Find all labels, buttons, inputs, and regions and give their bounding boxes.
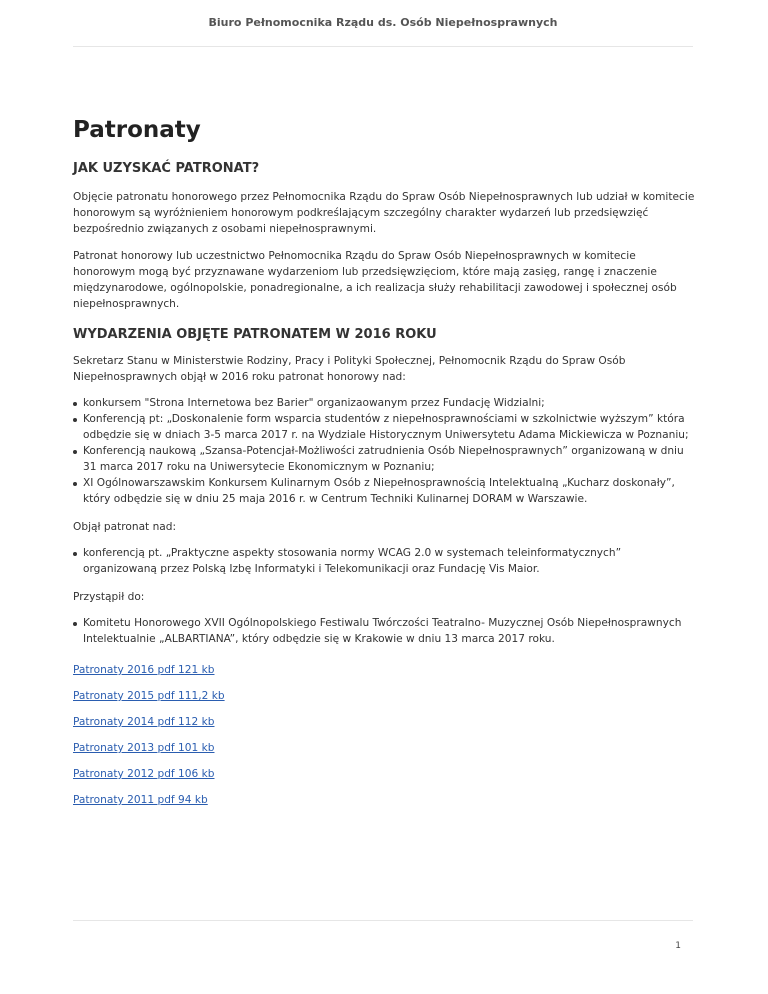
paragraph-patronage-over: Objął patronat nad: bbox=[73, 521, 177, 533]
pdf-links bbox=[73, 658, 698, 814]
patronage-list bbox=[73, 545, 698, 577]
page-number: 1 bbox=[675, 941, 681, 951]
list-item: Komitetu Honorowego XVII Ogólnopolskiego Festiwalu Twórczości Teatralno- Muzycznej Osób Niepełnosprawnych Intelektualnie „ALBARTIANA”, który odbędzie się w Krakowie w dniu 13 marca 2017 roku. bbox=[73, 615, 698, 647]
list-item: Konferencją pt: „Doskonalenie form wsparcia studentów z niepełnosprawnościami w szkolnictwie wyższym” która odbędzie się w dniach 3-5 marca 2017 r. na Wydziale Historycznym Uniwersytetu Adama Mickiewicza w Poznaniu; bbox=[73, 411, 698, 443]
list-item: konferencją pt. „Praktyczne aspekty stosowania normy WCAG 2.0 w systemach teleinformatycznych” organizowaną przez Polską Izbę Informatyki i Telekomunikacji oraz Fundację Vis Maior. bbox=[73, 545, 698, 577]
main-content bbox=[73, 116, 698, 814]
committee-list bbox=[73, 615, 698, 647]
section-heading-events-2016: WYDARZENIA OBJĘTE PATRONATEM W 2016 ROKU bbox=[73, 327, 437, 342]
link-patronaty-2015[interactable]: Patronaty 2015 pdf 111,2 kb bbox=[73, 690, 225, 702]
link-patronaty-2016[interactable]: Patronaty 2016 pdf 121 kb bbox=[73, 664, 215, 676]
paragraph-events-intro: Sekretarz Stanu w Ministerstwie Rodziny, Pracy i Polityki Społecznej, Pełnomocnik Rządu do Spraw Osób Niepełnosprawnych objął w 2016 roku patronat honorowy nad: bbox=[73, 355, 626, 383]
paragraph-patronage-definition: Objęcie patronatu honorowego przez Pełnomocnika Rządu do Spraw Osób Niepełnosprawnych lub udział w komitecie honorowym są wyróżnieniem honorowym podkreślającym szczególny charakter wydarzeń lub przedsięwzięć bezpośrednio związanych z osobami niepełnosprawnymi. bbox=[73, 191, 695, 235]
paragraph-joined: Przystąpił do: bbox=[73, 591, 145, 603]
page-footer bbox=[73, 920, 693, 951]
paragraph-patronage-criteria: Patronat honorowy lub uczestnictwo Pełnomocnika Rządu do Spraw Osób Niepełnosprawnych w komitecie honorowym mogą być przyznawane wydarzeniom lub przedsięwzięciom, które mają zasięg, rangę i znaczenie międzynarodowe, ogólnopolskie, ponadregionalne, a ich realizacja służy rehabilitacji zawodowej i społecznej osób niepełnosprawnych. bbox=[73, 250, 677, 310]
list-item: XI Ogólnowarszawskim Konkursem Kulinarnym Osób z Niepełnosprawnością Intelektualną „Kucharz doskonały”, który odbędzie się w dniu 25 maja 2016 r. w Centrum Techniki Kulinarnej DORAM w Warszawie. bbox=[73, 475, 698, 507]
page-header bbox=[73, 0, 693, 47]
link-patronaty-2014[interactable]: Patronaty 2014 pdf 112 kb bbox=[73, 716, 215, 728]
link-patronaty-2012[interactable]: Patronaty 2012 pdf 106 kb bbox=[73, 768, 215, 780]
page-title: Patronaty bbox=[73, 117, 201, 143]
list-item: Konferencją naukową „Szansa-Potencjał-Możliwości zatrudnienia Osób Niepełnosprawnych” organizowaną w dniu 31 marca 2017 roku na Uniwersytecie Ekonomicznym w Poznaniu; bbox=[73, 443, 698, 475]
header-title: Biuro Pełnomocnika Rządu ds. Osób Niepełnosprawnych bbox=[208, 16, 558, 29]
link-patronaty-2013[interactable]: Patronaty 2013 pdf 101 kb bbox=[73, 742, 215, 754]
link-patronaty-2011[interactable]: Patronaty 2011 pdf 94 kb bbox=[73, 794, 208, 806]
section-heading-how-to: JAK UZYSKAĆ PATRONAT? bbox=[73, 161, 260, 176]
list-item: konkursem "Strona Internetowa bez Barier" organizaowanym przez Fundację Widzialni; bbox=[73, 395, 698, 411]
honorary-patronage-list bbox=[73, 395, 698, 507]
